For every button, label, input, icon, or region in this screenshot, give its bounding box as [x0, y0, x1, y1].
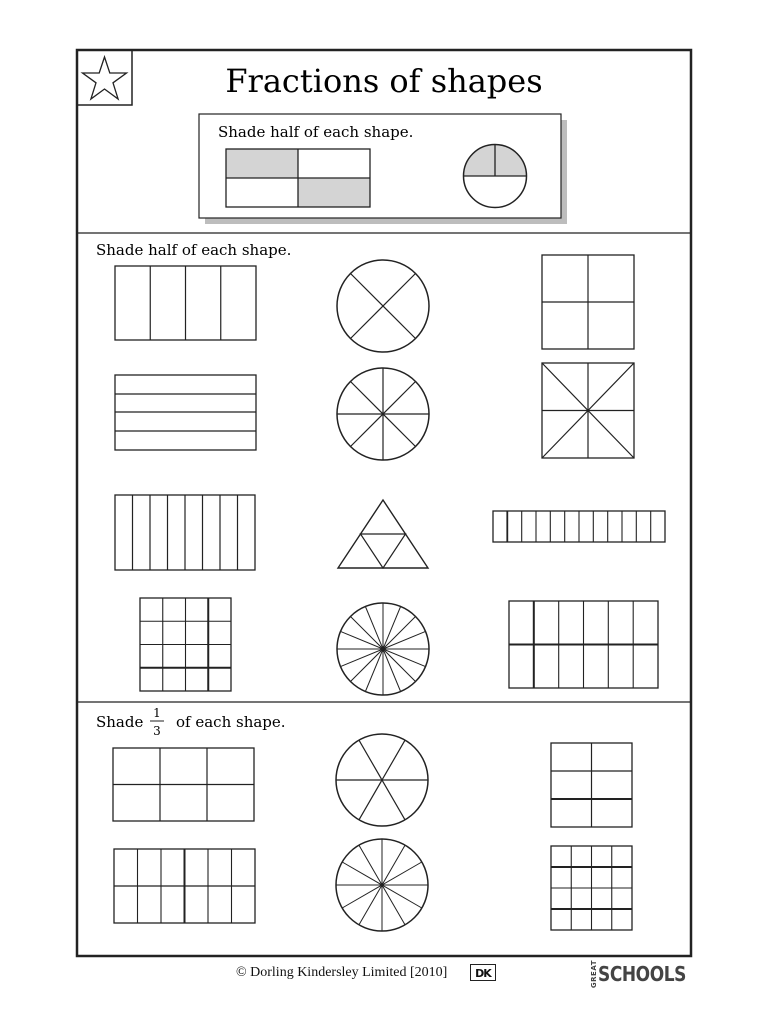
rect-4-columns — [115, 266, 256, 340]
grid-4x4 — [140, 598, 231, 691]
fraction-denominator: 3 — [153, 724, 161, 738]
schools-label: SCHOOLS — [598, 962, 686, 987]
circle-12-sectors — [336, 839, 428, 931]
greatschools-logo — [590, 960, 701, 988]
page-title: Fractions of shapes — [225, 62, 543, 100]
example-box — [199, 114, 567, 224]
circle-6-sectors — [336, 734, 428, 826]
rect-3x2 — [113, 748, 254, 821]
instruction-prefix: Shade — [96, 713, 144, 731]
triangle-4-parts — [338, 500, 428, 568]
section-third-instruction — [96, 706, 286, 738]
circle-4-diagonal — [337, 260, 429, 352]
great-label: GREAT — [590, 960, 598, 989]
strip-12-columns — [493, 511, 665, 542]
footer — [0, 960, 768, 990]
grid-4x4-third — [551, 846, 632, 930]
section-half-instruction: Shade half of each shape. — [96, 241, 292, 259]
instruction-suffix: of each shape. — [176, 713, 286, 731]
grid-6x2 — [509, 601, 658, 688]
rect-8-columns — [115, 495, 255, 570]
fraction-numerator: 1 — [153, 706, 161, 720]
circle-16-sectors — [337, 603, 429, 695]
rect-4-rows — [115, 375, 256, 450]
grid-2x3 — [551, 743, 632, 827]
circle-8-sectors — [337, 368, 429, 460]
example-instruction: Shade half of each shape. — [218, 123, 414, 141]
square-8-triangles — [542, 363, 634, 458]
square-4-quarters — [542, 255, 634, 349]
dk-logo: DK — [470, 964, 496, 981]
star-icon — [77, 50, 132, 105]
grid-6x2-third — [114, 849, 255, 923]
copyright-text: © Dorling Kindersley Limited [2010] — [236, 965, 448, 980]
